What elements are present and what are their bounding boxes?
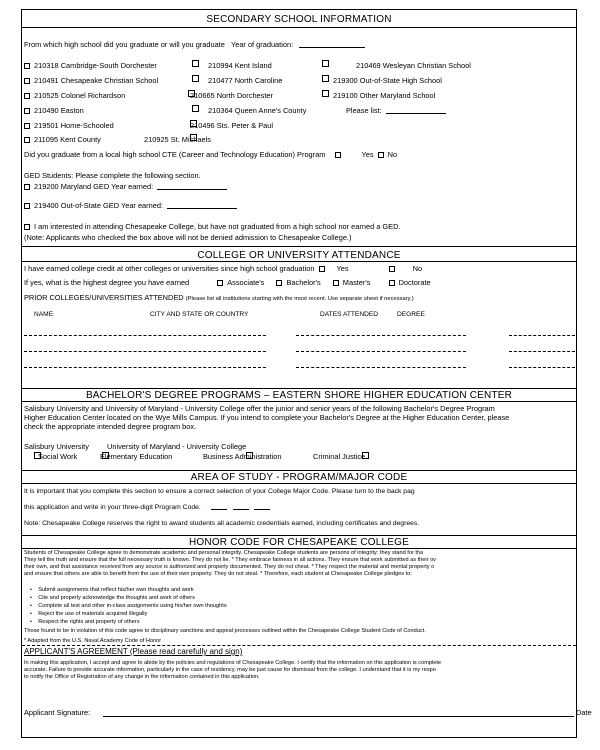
school-option[interactable] (24, 135, 101, 144)
checkbox[interactable] (24, 123, 30, 129)
checkbox[interactable] (24, 93, 30, 99)
honor-pledge-item (30, 587, 194, 593)
bullet-icon: • (30, 595, 39, 601)
interest-note: (Note: Applicants who checked the box above will not be denied admission to Chesapeake College.) (24, 233, 352, 242)
ged-maryland-label: 219200 Maryland GED Year earned: (34, 182, 154, 191)
prior-degree-field[interactable] (509, 335, 575, 336)
bachelor-paragraph-line: Higher Education Center located on the Wye Mills Campus. If you intend to complete your Bachelor's Degree at the Higher Education Center, please (24, 413, 510, 422)
checkbox[interactable] (333, 280, 339, 286)
school-label: 210665 North Dorchester (190, 91, 273, 100)
ged-out-of-state-label: 219400 Out-of-State GED Year earned: (34, 201, 164, 210)
checkbox[interactable] (319, 266, 325, 272)
yes-label: Yes (361, 150, 374, 159)
checkbox[interactable] (276, 280, 282, 286)
interest-option[interactable] (24, 222, 400, 231)
please-list (346, 106, 446, 115)
school-label: 210477 North Caroline (208, 76, 283, 85)
bachelor-paragraph-line: Salisbury University and University of Maryland - University College offer the junior and senior years of the following Bachelor's Degree Program (24, 404, 495, 413)
ged-out-of-state-year-field[interactable] (167, 201, 237, 209)
divider (22, 535, 576, 536)
bachelor-paragraph-line: check the appropriate intended degree program box. (24, 422, 197, 431)
school-label: 210994 Kent Island (208, 61, 272, 70)
signature-field[interactable] (103, 716, 574, 717)
honor-pledge-item (30, 619, 140, 625)
school-label: 210364 Queen Anne's County (208, 106, 307, 115)
highest-degree-text: If yes, what is the highest degree you have earned (24, 278, 190, 287)
section-header-secondary: SECONDARY SCHOOL INFORMATION (206, 14, 392, 25)
bullet-icon: • (30, 611, 39, 617)
school-label: 219100 Other Maryland School (333, 91, 436, 100)
honor-text-line: Students of Chesapeake College agree to demonstrate academic and personal integrity. Chesapeake College students are persons of integrity: they stand for tha (24, 550, 424, 556)
checkbox[interactable] (192, 105, 199, 112)
business-label: Business Administration (203, 452, 282, 461)
checkbox[interactable] (217, 280, 223, 286)
area-text-line: this application and write in your three-digit Program Code. (24, 504, 201, 511)
school-label: 219501 Home-Schooled (34, 121, 114, 130)
honor-pledge-text: Respect the rights and property of others (38, 619, 140, 625)
high-school-question (24, 40, 365, 49)
earned-credit-question (24, 264, 422, 273)
prior-dates-field[interactable] (296, 335, 466, 336)
honor-adapted: * Adapted from the U.S. Naval Academy Code of Honor (24, 638, 162, 644)
prior-name-field[interactable] (24, 351, 266, 352)
section-header-agreement: APPLICANT'S AGREEMENT (Please read carefully and sign) (24, 647, 243, 656)
column-header-city: CITY AND STATE OR COUNTRY (150, 311, 249, 318)
cte-question (24, 150, 397, 159)
bachelors-label: Bachelor's (286, 278, 321, 287)
area-note: Note: Chesapeake College reserves the right to award students all academic credentials earned, including certificates and degrees. (24, 520, 420, 527)
salisbury-label: Salisbury University (24, 442, 89, 451)
school-option[interactable] (24, 91, 125, 100)
section-header-area: AREA OF STUDY - PROGRAM/MAJOR CODE (190, 472, 408, 483)
ged-option-out-of-state[interactable] (24, 201, 237, 210)
program-code-digit-field[interactable] (233, 502, 249, 510)
prior-colleges-heading (24, 293, 414, 302)
bullet-icon: • (30, 603, 39, 609)
criminal-label: Criminal Justice (313, 452, 366, 461)
divider (22, 261, 576, 262)
checkbox[interactable] (192, 60, 199, 67)
checkbox[interactable] (389, 266, 395, 272)
social-work-label: Social Work (38, 452, 78, 461)
honor-pledge-text: Cite and properly acknowledge the thoughts and work of others (38, 595, 195, 601)
divider (22, 401, 576, 402)
honor-text-line: their own, and that assistance received from any source is authorized and properly documented. They do not cheat. * They respect the material and mental property o (24, 564, 435, 570)
masters-label: Master's (342, 278, 371, 287)
checkbox[interactable] (322, 90, 329, 97)
school-label: 210469 Wesleyan Christian School (356, 61, 471, 70)
agreement-text-line: to notify the Office of Registration of any change in the information contained in this application. (24, 674, 260, 680)
section-header-college: COLLEGE OR UNIVERSITY ATTENDANCE (197, 250, 401, 261)
checkbox[interactable] (192, 75, 199, 82)
divider (22, 470, 576, 471)
area-program-code (24, 502, 270, 511)
divider (22, 246, 576, 247)
prior-degree-field[interactable] (509, 367, 575, 368)
divider (22, 548, 576, 549)
program-code-digit-field[interactable] (211, 502, 227, 510)
school-label: 219300 Out-of-State High School (333, 76, 442, 85)
honor-text-line: They tell the truth and ensure that the full necessary truth is known. They do not lie. * They embrace fairness in all actions. They ensure that work submitted as their ov (24, 557, 436, 563)
bullet-icon: • (30, 587, 39, 593)
graduation-year-field[interactable] (299, 40, 365, 48)
checkbox[interactable] (322, 75, 329, 82)
doctorate-label: Doctorate (398, 278, 431, 287)
school-option[interactable] (24, 106, 84, 115)
honor-pledge-item (30, 603, 227, 609)
signature-label: Applicant Signature: (24, 708, 91, 717)
checkbox[interactable] (389, 280, 395, 286)
divider (22, 27, 576, 28)
prior-colleges-note: (Please list all institutions starting with the most recent. Use separate sheet if necessary.) (185, 296, 414, 302)
no-label: No (412, 264, 423, 273)
prior-name-field[interactable] (24, 367, 266, 368)
honor-text-line: and ensure that others are able to benefit from the use of their own property. They do not steal. * Therefore, each student at Chesapeake College pledges to: (24, 571, 412, 577)
elementary-label: Elementary Education (100, 452, 173, 461)
earned-credit-text: I have earned college credit at other colleges or universities since high school graduation (24, 264, 315, 273)
area-text-line: It is important that you complete this section to ensure a correct selection of your College Major Code. Please turn to the back pag (24, 488, 415, 495)
prior-name-field[interactable] (24, 335, 266, 336)
highest-degree-question (24, 278, 431, 287)
school-option[interactable] (24, 61, 157, 70)
column-header-dates: DATES ATTENDED (320, 311, 379, 318)
agreement-text-line: accurate. Failure to provide accurate information, particularly in the case of residency, may be just cause for dismissal from the college. I understand that it is my respo (24, 667, 436, 673)
school-label: 210491 Chesapeake Christian School (34, 76, 159, 85)
yes-label: Yes (336, 264, 349, 273)
checkbox[interactable] (24, 63, 30, 69)
school-option[interactable] (24, 76, 158, 85)
section-header-bachelor: BACHELOR'S DEGREE PROGRAMS – EASTERN SHORE HIGHER EDUCATION CENTER (85, 390, 513, 401)
school-label: 210496 Sts. Peter & Paul (190, 121, 273, 130)
checkbox[interactable] (322, 60, 329, 67)
school-label: 210925 St. Michaels (144, 135, 211, 144)
divider (22, 483, 576, 484)
please-list-label: Please list: (346, 106, 382, 115)
high-school-question-text: From which high school did you graduate or will you graduate (24, 40, 225, 49)
checkbox[interactable] (24, 108, 30, 114)
please-list-field[interactable] (386, 106, 446, 114)
school-label: 210490 Easton (34, 106, 84, 115)
checkbox[interactable] (24, 78, 30, 84)
honor-pledge-item (30, 595, 195, 601)
school-label: 210318 Cambridge-South Dorchester (34, 61, 157, 70)
column-header-name: NAME (34, 311, 54, 318)
school-option[interactable] (24, 121, 114, 130)
program-code-digit-field[interactable] (254, 502, 270, 510)
agreement-text-line: In making this application, I accept and agree to abide by the policies and regulations of Chesapeake College. I certify that the information on this application is complete (24, 660, 441, 666)
honor-pledge-text: Complete all test and other in-class assignments using his/her own thoughts (38, 603, 227, 609)
ged-heading: GED Students: Please complete the following section. (24, 171, 201, 180)
no-label: No (387, 150, 398, 159)
umuc-label: University of Maryland - University College (107, 442, 247, 451)
divider (22, 645, 576, 646)
section-header-honor: HONOR CODE FOR CHESAPEAKE COLLEGE (189, 537, 409, 548)
honor-pledge-text: Submit assignments that reflect his/her own thoughts and work (38, 587, 194, 593)
checkbox[interactable] (24, 203, 30, 209)
ged-maryland-year-field[interactable] (157, 182, 227, 190)
checkbox[interactable] (335, 152, 341, 158)
prior-dates-field[interactable] (296, 367, 466, 368)
school-label: 210525 Colonel Richardson (34, 91, 126, 100)
date-label: Date (576, 708, 592, 717)
associates-label: Associate's (227, 278, 265, 287)
checkbox[interactable] (24, 224, 30, 230)
honor-violation: Those found to be in violation of this code agree to disciplinary sanctions and appeal processes outlined within the Chesapeake College Student Code of Conduct. (24, 628, 426, 634)
honor-pledge-text: Reject the use of materials acquired illegally (38, 611, 148, 617)
prior-dates-field[interactable] (296, 351, 466, 352)
school-label: 211095 Kent County (34, 135, 101, 144)
prior-degree-field[interactable] (509, 351, 575, 352)
bullet-icon: • (30, 619, 39, 625)
prior-colleges-title: PRIOR COLLEGES/UNIVERSITIES ATTENDED (24, 293, 184, 302)
honor-pledge-item (30, 611, 147, 617)
cte-question-text: Did you graduate from a local high school CTE (Career and Technology Education) Program (24, 150, 326, 159)
checkbox[interactable] (24, 184, 30, 190)
checkbox[interactable] (378, 152, 384, 158)
divider (22, 388, 576, 389)
ged-option-maryland[interactable] (24, 182, 227, 191)
graduation-year-label: Year of graduation: (230, 40, 294, 49)
interest-label: I am interested in attending Chesapeake College, but have not graduated from a high school nor earned a GED. (34, 222, 401, 231)
checkbox[interactable] (24, 137, 30, 143)
column-header-degree: DEGREE (397, 311, 425, 318)
